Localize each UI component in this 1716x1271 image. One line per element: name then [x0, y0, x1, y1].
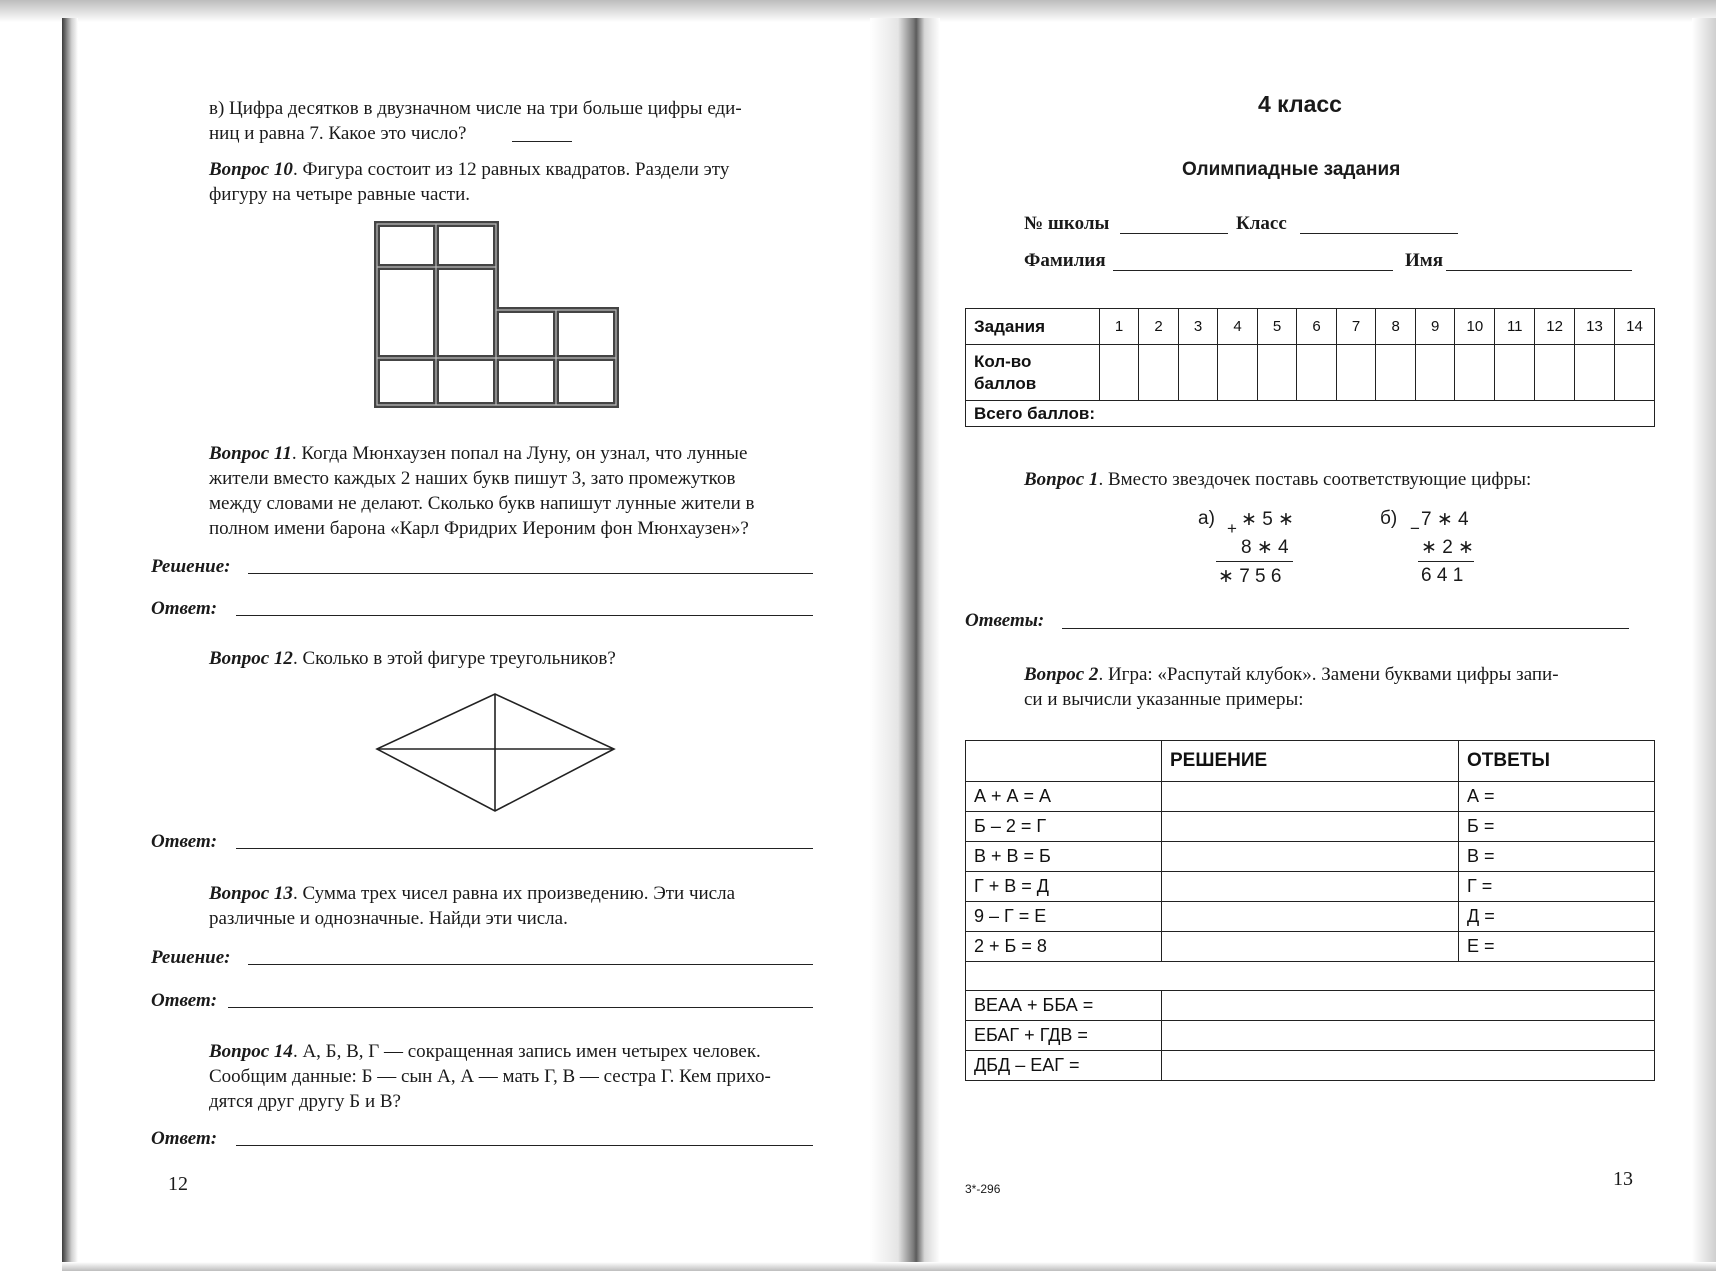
task-number: 10	[1455, 309, 1495, 345]
q12-answer-line[interactable]	[236, 848, 813, 849]
olympiad-subtitle: Олимпиадные задания	[1182, 159, 1401, 180]
q11-answer-line[interactable]	[236, 615, 813, 616]
q13-answer-line[interactable]	[228, 1007, 813, 1008]
game-empty-header	[966, 741, 1162, 782]
q14-line3: дятся друг другу Б и В?	[209, 1091, 401, 1112]
game-answers-header: ОТВЕТЫ	[1459, 741, 1655, 782]
surname-label: Фамилия	[1024, 250, 1106, 271]
q14-line2: Сообщим данные: Б — сын А, А — мать Г, В — сестра Г. Кем прихо-	[209, 1066, 771, 1087]
game-answer-cell[interactable]: В =	[1459, 842, 1655, 872]
q11-line3: между словами не делают. Сколько букв напишут лунные жители в	[209, 493, 755, 514]
q10-line2: фигуру на четыре равные части.	[209, 184, 471, 205]
game-example-answer[interactable]	[1162, 991, 1655, 1021]
left-page-edge	[62, 18, 78, 1268]
q11-label: Вопрос 11	[209, 443, 292, 464]
q1-b-result: 6 4 1	[1421, 565, 1464, 586]
total-score-cell[interactable]: Всего баллов:	[966, 401, 1655, 427]
score-cell[interactable]	[1218, 345, 1258, 401]
scan-top-shadow	[0, 0, 1716, 22]
task-number: 12	[1535, 309, 1575, 345]
score-cell[interactable]	[1099, 345, 1139, 401]
q1-a-row1: ∗ 5 ∗	[1241, 509, 1294, 530]
scan-bottom-edge	[62, 1262, 1716, 1271]
score-cell[interactable]	[1495, 345, 1535, 401]
scan-right-shadow	[1692, 18, 1716, 1271]
school-label: № школы	[1024, 213, 1110, 234]
q1-answers-line[interactable]	[1062, 628, 1629, 629]
q1-b-row1: 7 ∗ 4	[1421, 509, 1469, 530]
q1-b-label: б)	[1380, 508, 1398, 529]
q12-line1: Вопрос 12. Сколько в этой фигуре треугольников?	[209, 648, 616, 669]
score-cell[interactable]	[1535, 345, 1575, 401]
task-number: 9	[1415, 309, 1455, 345]
q10-squares-figure	[370, 218, 620, 410]
task-number: 13	[1575, 309, 1615, 345]
q13-answer-label: Ответ:	[151, 990, 218, 1011]
game-answer-cell[interactable]: Е =	[1459, 932, 1655, 962]
game-expression: 9 – Г = Е	[966, 902, 1162, 932]
game-expression: В + В = Б	[966, 842, 1162, 872]
name-field[interactable]	[1446, 270, 1632, 271]
score-cell[interactable]	[1257, 345, 1297, 401]
game-expression: А + А = А	[966, 782, 1162, 812]
q1-line1: Вопрос 1. Вместо звездочек поставь соответствующие цифры:	[1024, 469, 1532, 490]
game-example: ДБД – ЕАГ =	[966, 1051, 1162, 1081]
class-field[interactable]	[1300, 233, 1458, 234]
left-page-number: 12	[168, 1173, 188, 1195]
task-number: 14	[1614, 309, 1654, 345]
points-header: Кол-во баллов	[966, 345, 1100, 401]
game-expression: Г + В = Д	[966, 872, 1162, 902]
q14-line1: Вопрос 14. А, Б, В, Г — сокращенная запись имен четырех человек.	[209, 1041, 761, 1062]
score-cell[interactable]	[1415, 345, 1455, 401]
game-expression: Б – 2 = Г	[966, 812, 1162, 842]
task-number: 11	[1495, 309, 1535, 345]
surname-field[interactable]	[1113, 270, 1393, 271]
q11-line1: Вопрос 11. Когда Мюнхаузен попал на Луну, он узнал, что лунные	[209, 443, 748, 464]
task-number: 3	[1178, 309, 1218, 345]
q12-answer-label: Ответ:	[151, 831, 218, 852]
score-cell[interactable]	[1614, 345, 1654, 401]
school-field[interactable]	[1120, 233, 1228, 234]
q1-a-sum-line	[1216, 561, 1293, 562]
task-number: 1	[1099, 309, 1139, 345]
book-gutter	[870, 18, 940, 1271]
game-spacer-row	[966, 962, 1655, 991]
q11-solution-label: Решение:	[151, 556, 231, 577]
game-example-answer[interactable]	[1162, 1051, 1655, 1081]
game-solution-cell[interactable]	[1162, 902, 1459, 932]
q9c-line2: ниц и равна 7. Какое это число?	[209, 123, 467, 144]
q9c-line1: в) Цифра десятков в двузначном числе на три больше цифры еди-	[209, 98, 742, 119]
q10-line1: Вопрос 10. Фигура состоит из 12 равных квадратов. Раздели эту	[209, 159, 730, 180]
game-answer-cell[interactable]: А =	[1459, 782, 1655, 812]
game-solution-header: РЕШЕНИЕ	[1162, 741, 1459, 782]
score-cell[interactable]	[1139, 345, 1179, 401]
q2-line1: Вопрос 2. Игра: «Распутай клубок». Замени буквами цифры запи-	[1024, 664, 1559, 685]
q1-b-row2: ∗ 2 ∗	[1421, 537, 1474, 558]
q1-a-result: ∗ 7 5 6	[1218, 566, 1282, 587]
q10-label: Вопрос 10	[209, 159, 293, 180]
score-cell[interactable]	[1575, 345, 1615, 401]
print-code: 3*-296	[965, 1182, 1001, 1196]
q1-b-sign: −	[1410, 519, 1420, 538]
score-cell[interactable]	[1455, 345, 1495, 401]
scores-table	[965, 308, 1655, 427]
q13-solution-line[interactable]	[248, 964, 813, 965]
q1-a-row2: 8 ∗ 4	[1241, 537, 1289, 558]
tasks-header: Задания	[966, 309, 1100, 345]
q12-label: Вопрос 12	[209, 648, 293, 669]
q1-a-label: а)	[1198, 508, 1215, 529]
game-answer-cell[interactable]: Б =	[1459, 812, 1655, 842]
game-answer-cell[interactable]: Д =	[1459, 902, 1655, 932]
game-table	[965, 740, 1655, 1081]
score-cell[interactable]	[1297, 345, 1337, 401]
q1-answers-label: Ответы:	[965, 610, 1045, 631]
game-solution-cell[interactable]	[1162, 872, 1459, 902]
game-example: ЕБАГ + ГДВ =	[966, 1021, 1162, 1051]
task-number: 8	[1376, 309, 1416, 345]
score-cell[interactable]	[1336, 345, 1376, 401]
game-expression: 2 + Б = 8	[966, 932, 1162, 962]
q9c-answer-line[interactable]	[512, 141, 572, 142]
q14-answer-label: Ответ:	[151, 1128, 218, 1149]
right-page-number: 13	[1613, 1168, 1633, 1190]
q11-line4: полном имени барона «Карл Фридрих Иероним фон Мюнхаузен»?	[209, 518, 749, 539]
q14-label: Вопрос 14	[209, 1041, 293, 1062]
task-number: 2	[1139, 309, 1179, 345]
game-example-answer[interactable]	[1162, 1021, 1655, 1051]
q1-label: Вопрос 1	[1024, 469, 1099, 490]
task-number: 7	[1336, 309, 1376, 345]
q2-line2: си и вычисли указанные примеры:	[1024, 689, 1304, 710]
game-solution-cell[interactable]	[1162, 812, 1459, 842]
q13-label: Вопрос 13	[209, 883, 293, 904]
q13-solution-label: Решение:	[151, 947, 231, 968]
score-cell[interactable]	[1178, 345, 1218, 401]
q2-label: Вопрос 2	[1024, 664, 1099, 685]
q11-answer-label: Ответ:	[151, 598, 218, 619]
game-solution-cell[interactable]	[1162, 932, 1459, 962]
q12-rhombus-figure	[370, 690, 620, 816]
name-label: Имя	[1405, 250, 1443, 271]
q11-line2: жители вместо каждых 2 наших букв пишут 3, зато промежутков	[209, 468, 736, 489]
task-number: 5	[1257, 309, 1297, 345]
q13-line2: различные и однозначные. Найди эти числа.	[209, 908, 568, 929]
game-answer-cell[interactable]: Г =	[1459, 872, 1655, 902]
score-cell[interactable]	[1376, 345, 1416, 401]
game-example: ВЕАА + ББА =	[966, 991, 1162, 1021]
q1-b-difference-line	[1418, 561, 1474, 562]
class-label: Класс	[1236, 213, 1287, 234]
task-number: 6	[1297, 309, 1337, 345]
q1-a-sign: +	[1227, 519, 1237, 538]
game-solution-cell[interactable]	[1162, 782, 1459, 812]
q11-solution-line[interactable]	[248, 573, 813, 574]
grade-heading: 4 класс	[1258, 91, 1342, 117]
q14-answer-line[interactable]	[236, 1145, 813, 1146]
q13-line1: Вопрос 13. Сумма трех чисел равна их произведению. Эти числа	[209, 883, 736, 904]
game-solution-cell[interactable]	[1162, 842, 1459, 872]
task-number: 4	[1218, 309, 1258, 345]
